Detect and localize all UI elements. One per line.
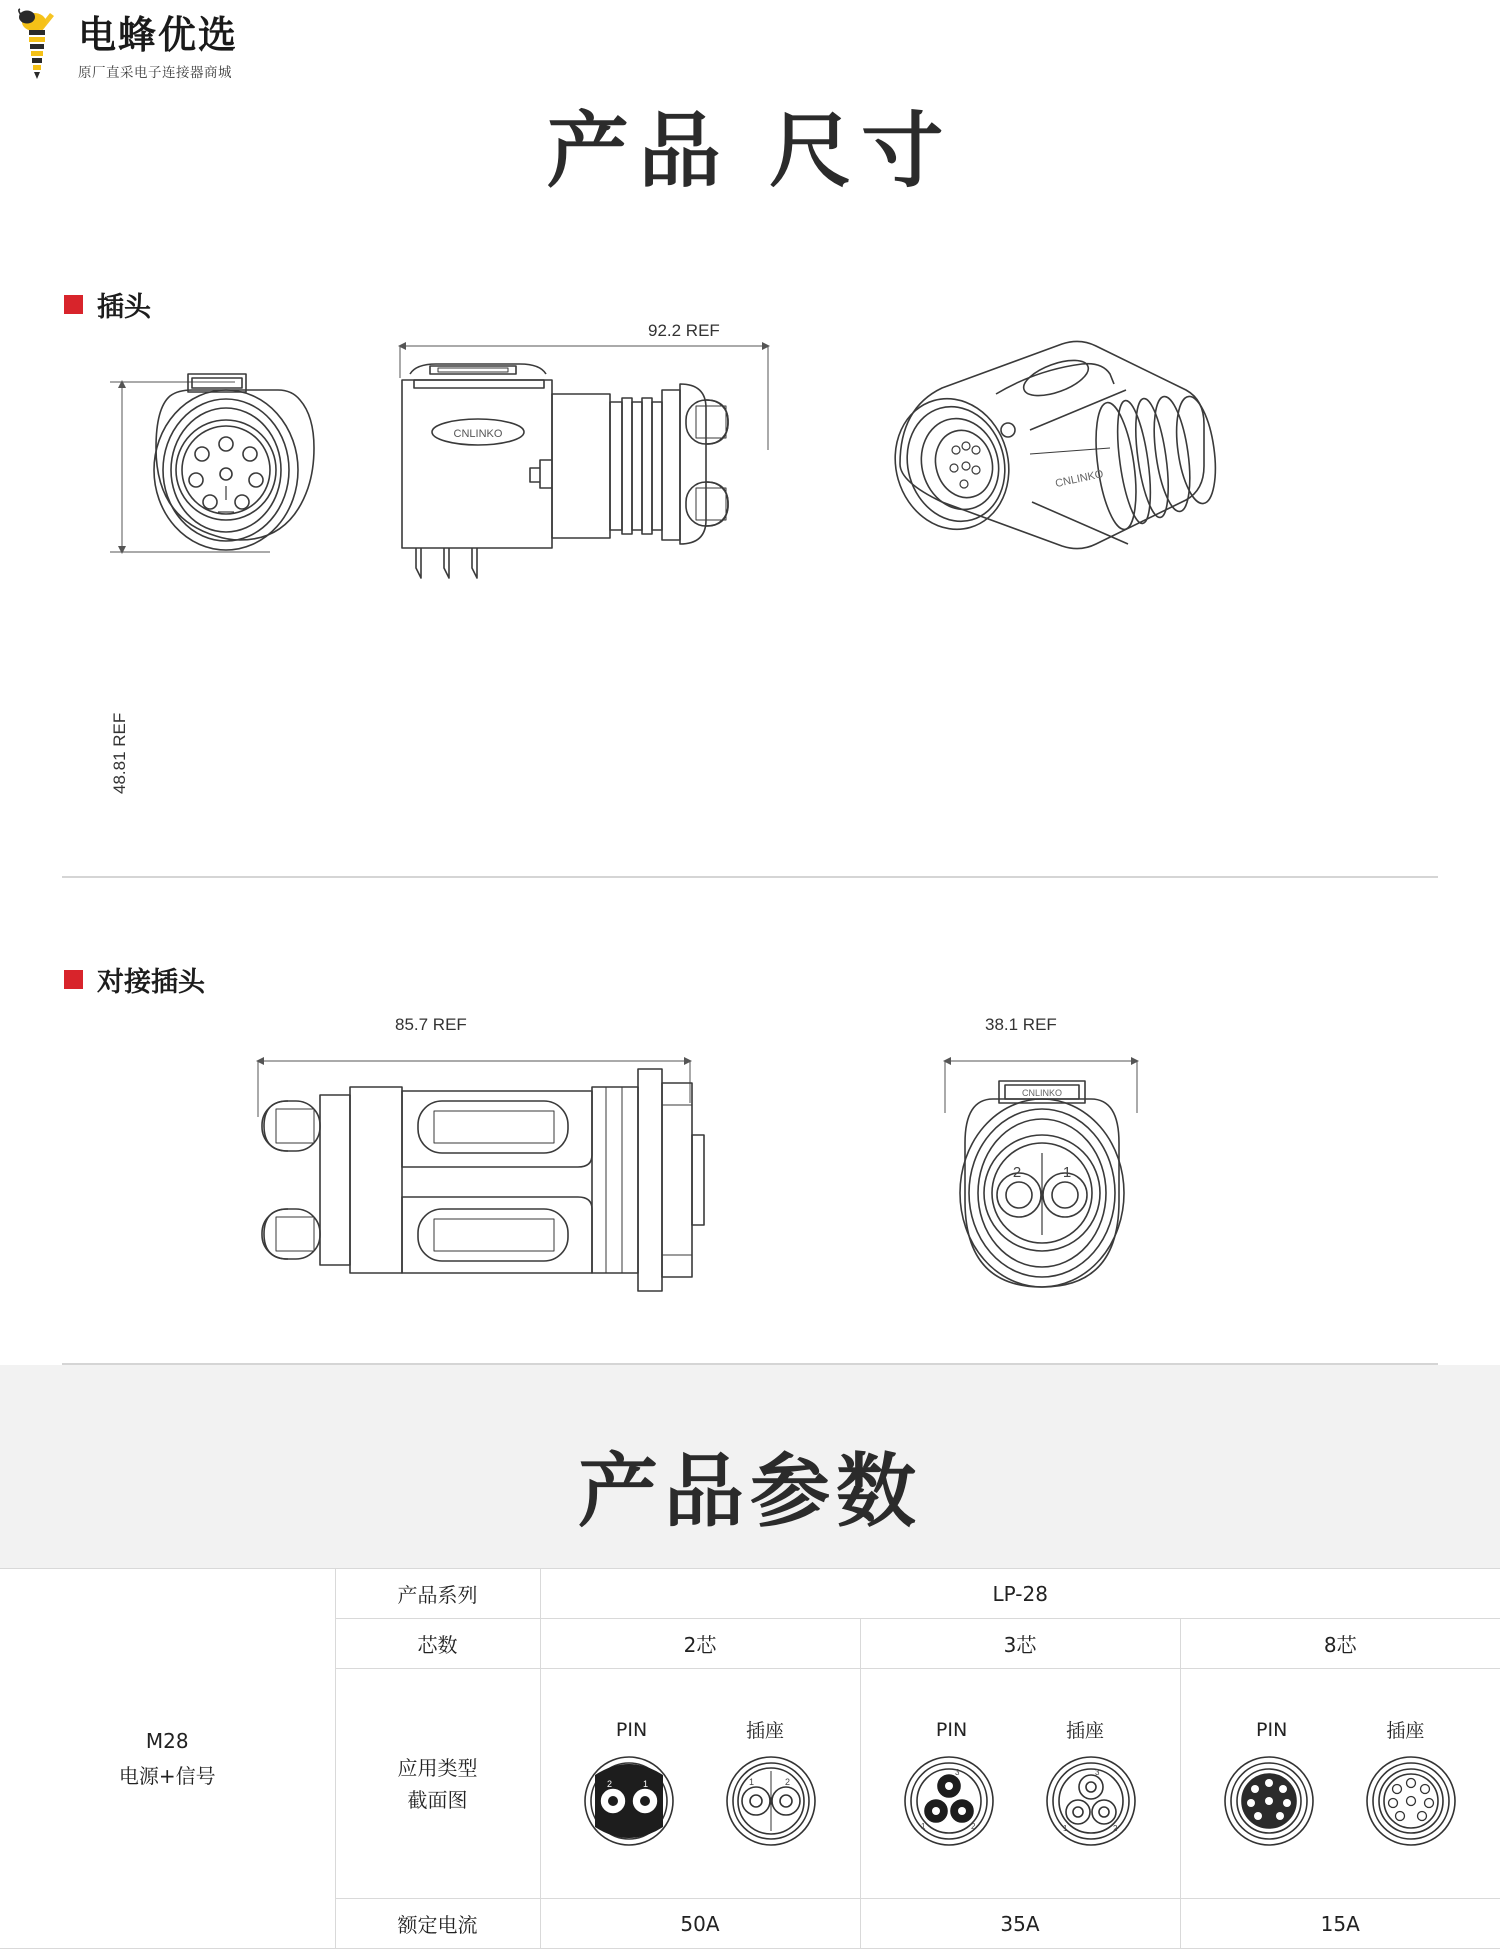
svg-text:CNLINKO: CNLINKO: [1054, 468, 1105, 491]
family-line1: M28: [145, 1728, 189, 1753]
cell-label-current: 额定电流: [335, 1899, 540, 1949]
svg-text:2: 2: [971, 1822, 976, 1831]
dim-socket-length: 85.7 REF: [395, 1015, 467, 1034]
cell-label-cross-section: [335, 1669, 540, 1899]
divider-1: [62, 876, 1438, 878]
group-label-socket: 对接插头: [97, 967, 205, 998]
svg-text:1: 1: [748, 1777, 754, 1787]
section-specs: [0, 1365, 1500, 1568]
svg-text:2: 2: [1112, 1824, 1118, 1833]
cell-cross-section-8core: [1180, 1669, 1500, 1899]
svg-text:1: 1: [921, 1822, 926, 1831]
svg-text:1: 1: [1062, 1824, 1068, 1833]
bullet-square-icon-2: [64, 970, 83, 989]
socket-header-2core: 插座: [746, 1720, 785, 1742]
cell-label-cores: 芯数: [335, 1619, 540, 1669]
cell-cores-2: 2芯: [540, 1619, 860, 1669]
cross-section-label-1: 应用类型: [397, 1755, 478, 1780]
brand-tagline: 原厂直采电子连接器商城: [78, 65, 232, 81]
plug-drawing-svg: [0, 324, 1500, 624]
group-heading-socket: [64, 960, 1500, 999]
pin-header-2core: PIN: [615, 1718, 648, 1741]
pin-header-8core: PIN: [1256, 1718, 1288, 1741]
group-heading-plug: [64, 285, 1500, 324]
spec-table: [0, 1568, 1500, 1949]
svg-text:CNLINKO: CNLINKO: [1021, 1088, 1063, 1098]
plug-drawings: [0, 321, 1500, 794]
svg-text:3: 3: [955, 1768, 960, 1777]
cell-cores-8: 8芯: [1180, 1619, 1500, 1669]
divider-2: [62, 1363, 1438, 1365]
svg-text:3: 3: [1094, 1768, 1100, 1777]
cell-cross-section-3core: [860, 1669, 1180, 1899]
dim-socket-diameter: 38.1 REF: [985, 1015, 1057, 1034]
pin-header-3core: PIN: [935, 1718, 968, 1741]
cell-label-series: 产品系列: [335, 1569, 540, 1619]
socket-header-8core: 插座: [1386, 1720, 1425, 1742]
cell-cross-section-2core: [540, 1669, 860, 1899]
cell-product-family: [0, 1569, 335, 1949]
group-label-plug: 插头: [97, 292, 151, 323]
cross-section-2core-socket-icon: [723, 1753, 819, 1849]
cross-section-8core-socket-icon: [1363, 1753, 1459, 1849]
bullet-square-icon: [64, 295, 83, 314]
page-title: 产品 尺寸: [546, 104, 954, 199]
specs-title: 产品参数: [578, 1445, 922, 1538]
cross-section-8core-pin-icon: [1221, 1753, 1317, 1849]
table-row: [0, 1569, 1500, 1619]
cross-section-3core-pin-icon: [901, 1753, 997, 1849]
socket-drawings: [0, 1015, 1500, 1357]
cross-section-label-2: 截面图: [407, 1787, 468, 1812]
cell-current-3core: 35A: [860, 1899, 1180, 1949]
dim-plug-height: 48.81 REF: [110, 712, 129, 794]
svg-text:2: 2: [1012, 1164, 1022, 1181]
dim-plug-length: 92.2 REF: [648, 321, 720, 340]
brand-name: 电蜂优选: [78, 13, 239, 57]
cell-current-2core: 50A: [540, 1899, 860, 1949]
svg-text:1: 1: [1062, 1164, 1072, 1181]
socket-drawing-svg: [0, 1027, 1500, 1357]
socket-header-3core: 插座: [1066, 1720, 1105, 1742]
cell-current-8core: 15A: [1180, 1899, 1500, 1949]
cross-section-3core-socket-icon: [1043, 1753, 1139, 1849]
svg-text:2: 2: [784, 1777, 790, 1787]
svg-text:CNLINKO: CNLINKO: [453, 428, 503, 440]
cross-section-2core-pin-icon: [581, 1753, 677, 1849]
svg-text:2: 2: [607, 1779, 613, 1789]
cell-cores-3: 3芯: [860, 1619, 1180, 1669]
family-line2: 电源+信号: [118, 1763, 216, 1788]
spec-table-wrap: [0, 1568, 1500, 1949]
cell-series-value: LP-28: [540, 1569, 1500, 1619]
svg-text:1: 1: [643, 1779, 649, 1789]
